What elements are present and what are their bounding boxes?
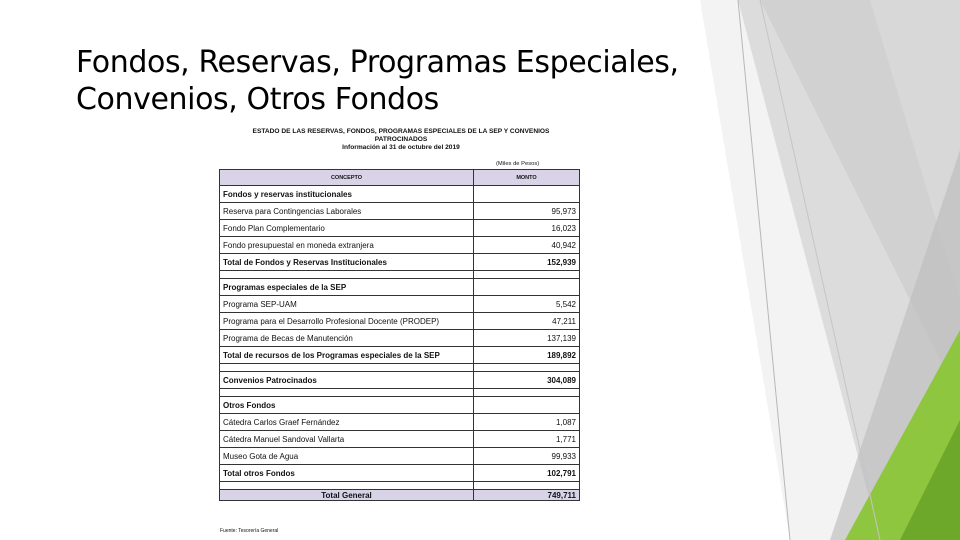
row-amount: 47,211 [474, 313, 580, 330]
table-row [220, 203, 580, 220]
table-row [220, 296, 580, 313]
column-header-concepto: CONCEPTO [220, 170, 474, 186]
row-concept: Programa SEP-UAM [220, 296, 474, 313]
section-row [220, 397, 580, 414]
spacer-row [220, 364, 580, 372]
row-concept [220, 482, 474, 490]
table-header-row [220, 170, 580, 186]
column-header-monto: MONTO [474, 170, 580, 186]
statement-heading-line-3: Información al 31 de octubre del 2019 [342, 144, 460, 151]
spacer-row [220, 271, 580, 279]
table-row [220, 448, 580, 465]
row-concept: Fondo Plan Complementario [220, 220, 474, 237]
total-row [220, 465, 580, 482]
row-concept: Total General [220, 490, 474, 501]
statement-heading-line-1: ESTADO DE LAS RESERVAS, FONDOS, PROGRAMAS ESPECIALES DE LA SEP Y CONVENIOS [252, 128, 550, 135]
row-amount [474, 279, 580, 296]
section-row [220, 279, 580, 296]
row-concept [220, 389, 474, 397]
slide-title-line-2: Convenios, Otros Fondos [76, 82, 439, 117]
table-row [220, 237, 580, 254]
row-concept: Total de recursos de los Programas especiales de la SEP [220, 347, 474, 364]
statement-heading-line-2: PATROCINADOS [374, 136, 428, 143]
source-note: Fuente: Tesorería General [220, 528, 279, 534]
row-concept: Programas especiales de la SEP [220, 279, 474, 296]
row-concept: Fondos y reservas institucionales [220, 186, 474, 203]
row-concept: Total de Fondos y Reservas Institucionales [220, 254, 474, 271]
row-concept: Museo Gota de Agua [220, 448, 474, 465]
row-amount [474, 271, 580, 279]
row-concept: Cátedra Manuel Sandoval Vallarta [220, 431, 474, 448]
row-concept: Otros Fondos [220, 397, 474, 414]
row-amount: 1,771 [474, 431, 580, 448]
row-amount: 99,933 [474, 448, 580, 465]
table-row [220, 220, 580, 237]
row-concept: Programa para el Desarrollo Profesional Docente (PRODEP) [220, 313, 474, 330]
row-amount: 189,892 [474, 347, 580, 364]
row-amount [474, 389, 580, 397]
total-row [220, 372, 580, 389]
row-concept: Convenios Patrocinados [220, 372, 474, 389]
total-row [220, 347, 580, 364]
row-amount: 102,791 [474, 465, 580, 482]
row-amount: 95,973 [474, 203, 580, 220]
row-amount [474, 482, 580, 490]
row-amount [474, 364, 580, 372]
row-amount [474, 397, 580, 414]
slide-title [76, 44, 756, 118]
row-amount: 16,023 [474, 220, 580, 237]
row-amount: 137,139 [474, 330, 580, 347]
financial-statement-image [216, 128, 586, 540]
grand-total-row [220, 490, 580, 501]
row-amount: 152,939 [474, 254, 580, 271]
section-row [220, 186, 580, 203]
row-concept: Fondo presupuestal en moneda extranjera [220, 237, 474, 254]
total-row [220, 254, 580, 271]
row-amount [474, 186, 580, 203]
slide-title-line-1: Fondos, Reservas, Programas Especiales, [76, 45, 679, 80]
table-row [220, 330, 580, 347]
units-label: (Miles de Pesos) [496, 161, 540, 167]
row-concept: Cátedra Carlos Graef Fernández [220, 414, 474, 431]
table-row [220, 414, 580, 431]
row-concept [220, 271, 474, 279]
row-concept: Total otros Fondos [220, 465, 474, 482]
table-row [220, 431, 580, 448]
statement-heading [216, 128, 586, 152]
row-amount: 1,087 [474, 414, 580, 431]
row-concept: Programa de Becas de Manutención [220, 330, 474, 347]
row-amount: 749,711 [474, 490, 580, 501]
row-amount: 304,089 [474, 372, 580, 389]
row-amount: 5,542 [474, 296, 580, 313]
statement-table [219, 169, 580, 501]
row-concept [220, 364, 474, 372]
spacer-row [220, 482, 580, 490]
row-concept: Reserva para Contingencias Laborales [220, 203, 474, 220]
table-row [220, 313, 580, 330]
row-amount: 40,942 [474, 237, 580, 254]
spacer-row [220, 389, 580, 397]
